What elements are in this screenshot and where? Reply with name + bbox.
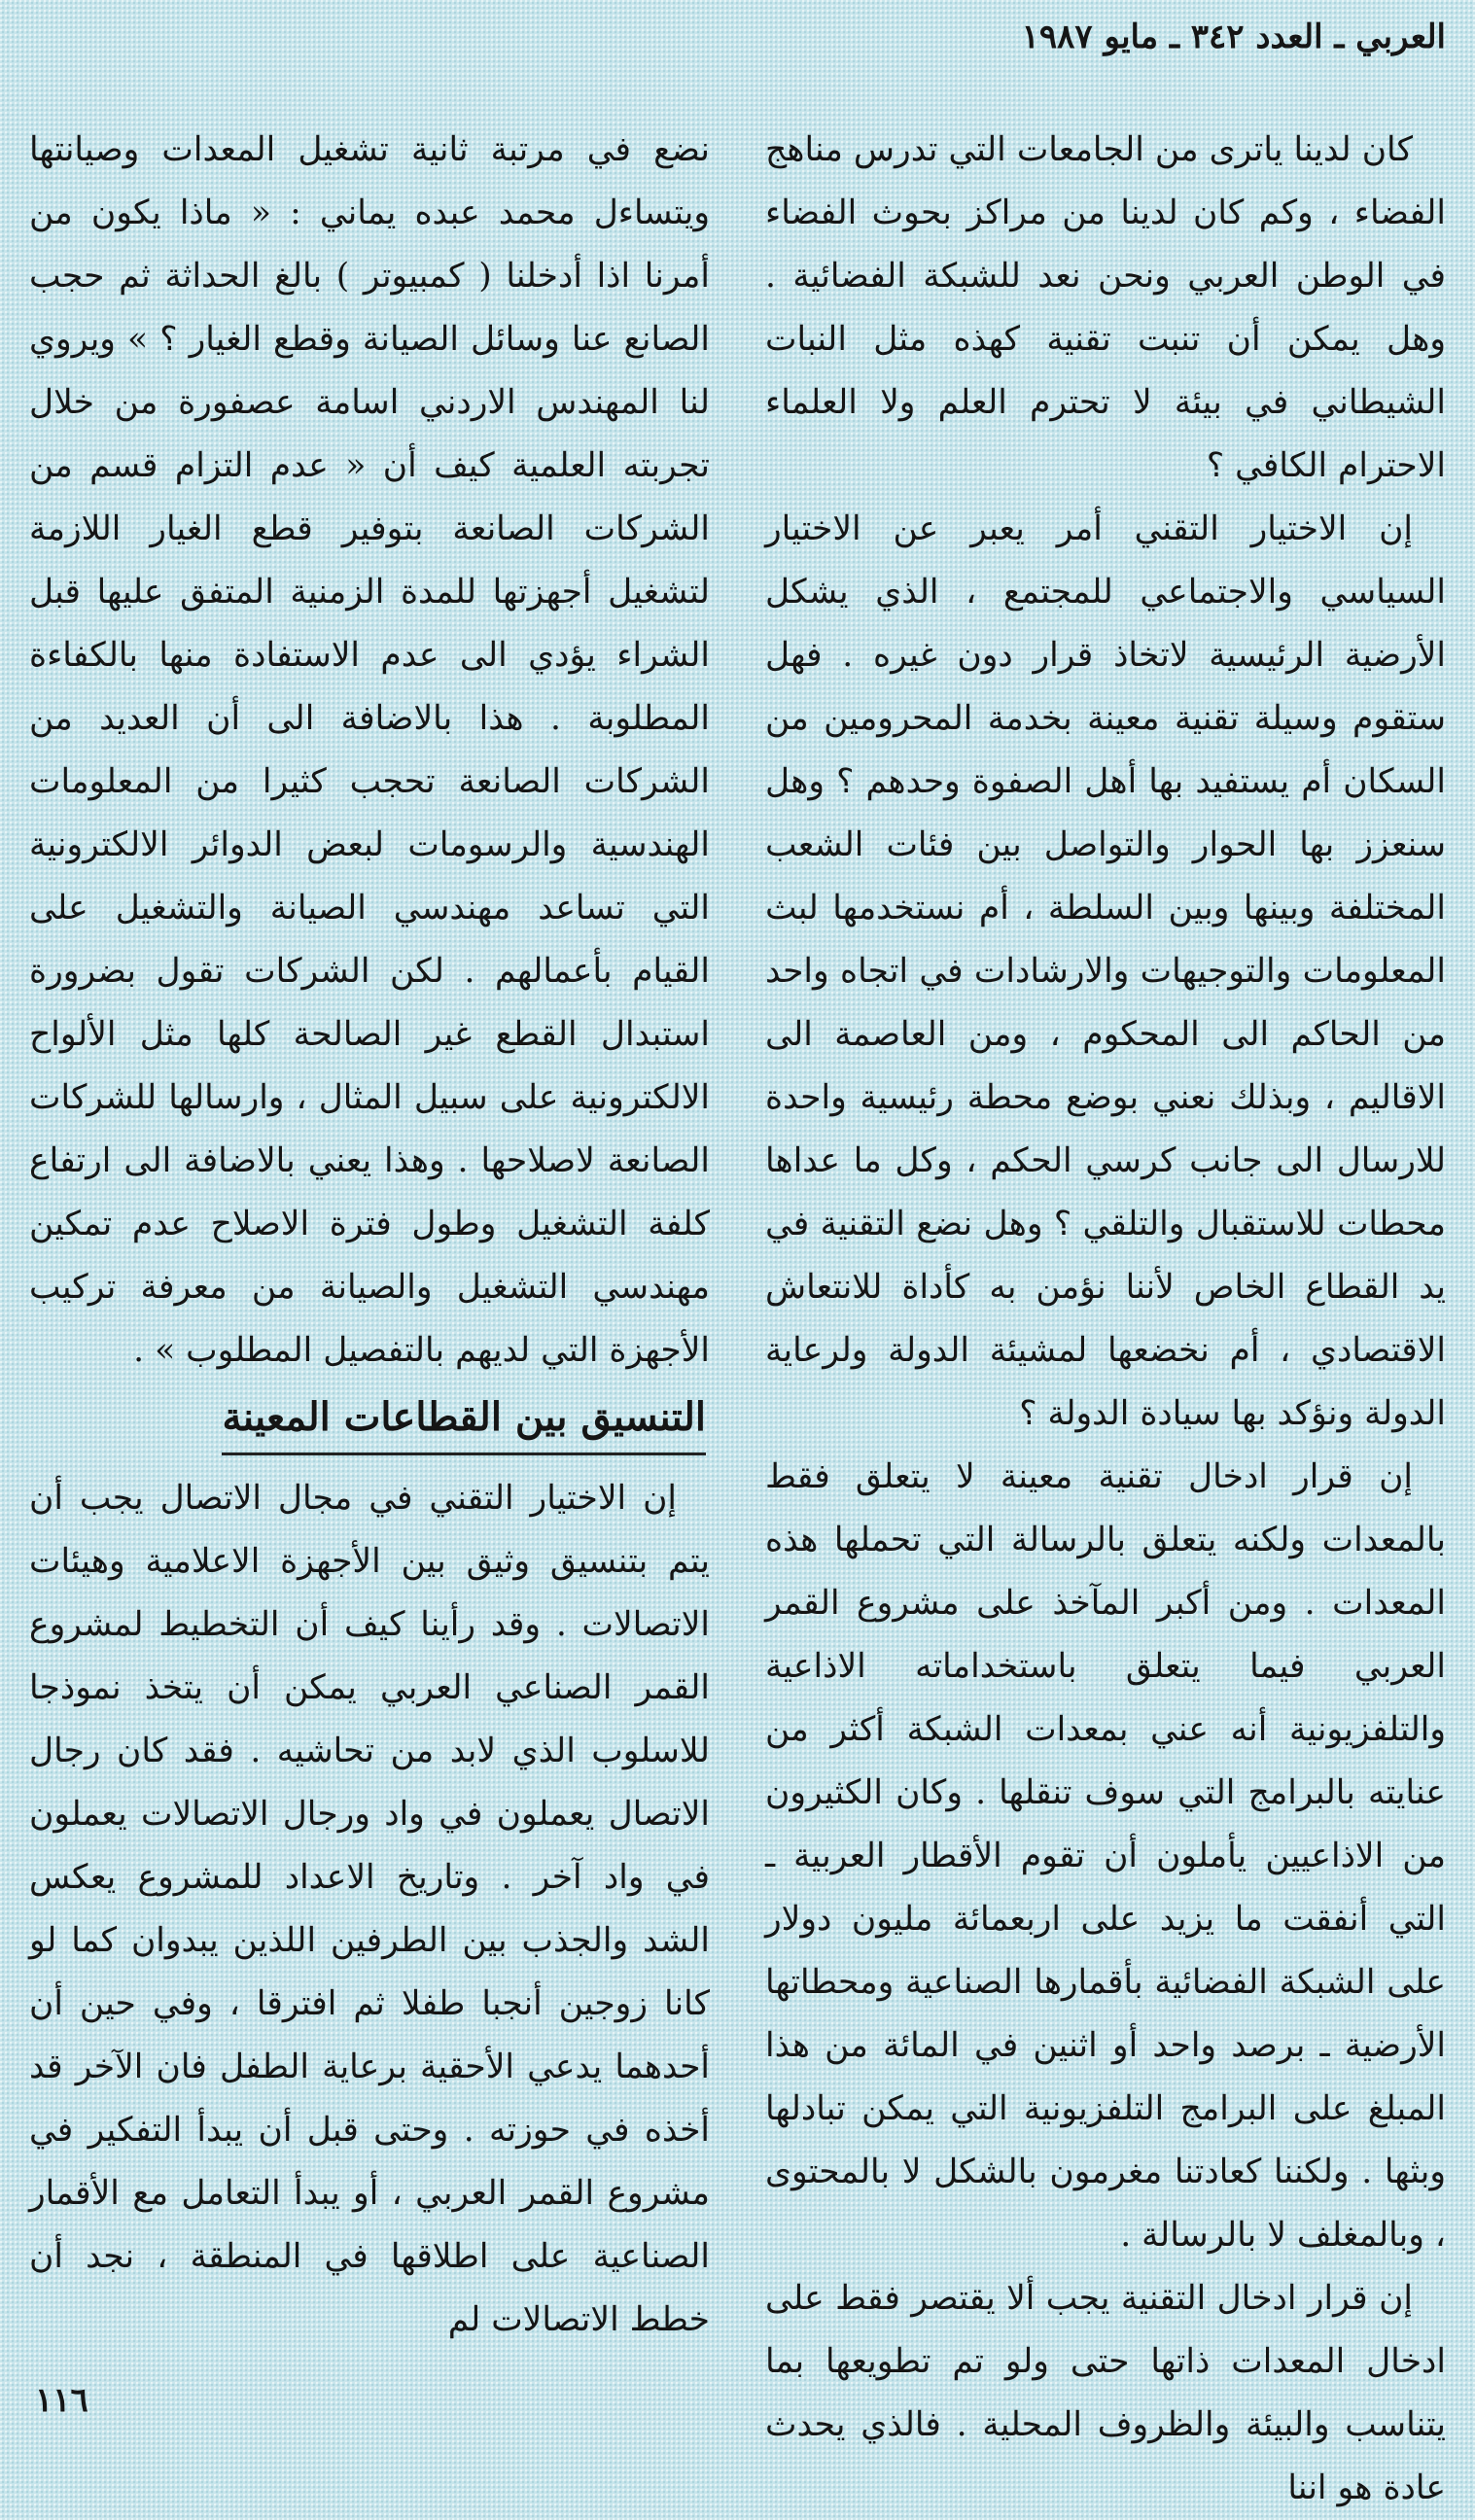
paragraph: إن قرار ادخال تقنية معينة لا يتعلق فقط بالمعدات ولكنه يتعلق بالرسالة التي تحملها هذه المعدات . ومن أكبر المآخذ على مشروع القمر العربي فيما يتعلق باستخداماته الاذاعية والتلفزيونية أنه عني بمعدات الشبكة أكثر من عنايته بالبرامج التي سوف تنقلها . وكان الكثيرون من الاذاعيين يأملون أن تقوم الأقطار العربية ـ التي أنفقت ما يزيد على اربعمائة مليون دولار على الشبكة الفضائية بأقمارها الصناعية ومحطاتها الأرضية ـ برصد واحد أو اثنين في المائة من هذا المبلغ على البرامج التلفزيونية التي يمكن تبادلها وبثها . ولكننا كعادتنا مغرمون بالشكل لا بالمحتوى ، وبالمغلف لا بالرسالة . (765, 1457, 1446, 2255)
paragraph: نضع في مرتبة ثانية تشغيل المعدات وصيانتها ويتساءل محمد عبده يماني : « ماذا يكون من أمرنا اذا أدخلنا ( كمبيوتر ) بالغ الحداثة ثم حجب الصانع عنا وسائل الصيانة وقطع الغيار ؟ » ويروي لنا المهندس الاردني اسامة عصفورة من خلال تجربته العلمية كيف أن « عدم التزام قسم من الشركات الصانعة بتوفير قطع الغيار اللازمة لتشغيل أجهزتها للمدة الزمنية المتفق عليها قبل الشراء يؤدي الى عدم الاستفادة منها بالكفاءة المطلوبة . هذا بالاضافة الى أن العديد من الشركات الصانعة تحجب كثيرا من المعلومات الهندسية والرسومات لبعض الدوائر الالكترونية التي تساعد مهندسي الصيانة والتشغيل على القيام بأعمالهم . لكن الشركات تقول بضرورة استبدال القطع غير الصالحة كلها مثل الألواح الالكترونية على سبيل المثال ، وارسالها للشركات الصانعة لاصلاحها . وهذا يعني بالاضافة الى ارتفاع كلفة التشغيل وطول فترة الاصلاح عدم تمكين مهندسي التشغيل والصيانة من معرفة تركيب الأجهزة التي لديهم بالتفصيل المطلوب » . (29, 130, 710, 1370)
section-heading: التنسيق بين القطاعات المعينة (222, 1386, 706, 1455)
right-column (765, 119, 1446, 2520)
page-number: ١١٦ (35, 2381, 88, 2420)
running-header: العربي ـ العدد ٣٤٢ ـ مايو ١٩٨٧ (1021, 18, 1446, 56)
section-heading-wrapper (29, 1386, 710, 1455)
paragraph: كان لدينا ياترى من الجامعات التي تدرس مناهج الفضاء ، وكم كان لدينا من مراكز بحوث الفضاء في الوطن العربي ونحن نعد للشبكة الفضائية . وهل يمكن أن تنبت تقنية كهذه مثل النبات الشيطاني في بيئة لا تحترم العلم ولا العلماء الاحترام الكافي ؟ (765, 130, 1446, 485)
paragraph: إن الاختيار التقني أمر يعبر عن الاختيار السياسي والاجتماعي للمجتمع ، الذي يشكل الأرضية الرئيسية لاتخاذ قرار دون غيره . فهل ستقوم وسيلة تقنية معينة بخدمة المحرومين من السكان أم يستفيد بها أهل الصفوة وحدهم ؟ وهل سنعزز بها الحوار والتواصل بين فئات الشعب المختلفة وبينها وبين السلطة ، أم نستخدمها لبث المعلومات والتوجيهات والارشادات في اتجاه واحد من الحاكم الى المحكوم ، ومن العاصمة الى الاقاليم ، وبذلك نعني بوضع محطة رئيسية واحدة للارسال الى جانب كرسي الحكم ، وكل ما عداها محطات للاستقبال والتلقي ؟ وهل نضع التقنية في يد القطاع الخاص لأننا نؤمن به كأداة للانتعاش الاقتصادي ، أم نخضعها لمشيئة الدولة ولرعاية الدولة ونؤكد بها سيادة الدولة ؟ (765, 509, 1446, 1433)
left-column (29, 119, 710, 2352)
paragraph: إن الاختيار التقني في مجال الاتصال يجب أن يتم بتنسيق وثيق بين الأجهزة الاعلامية وهيئات الاتصالات . وقد رأينا كيف أن التخطيط لمشروع القمر الصناعي العربي يمكن أن يتخذ نموذجا للاسلوب الذي لابد من تحاشيه . فقد كان رجال الاتصال يعملون في واد ورجال الاتصالات يعملون في واد آخر . وتاريخ الاعداد للمشروع يعكس الشد والجذب بين الطرفين اللذين يبدوان كما لو كانا زوجين أنجبا طفلا ثم افترقا ، وفي حين أن أحدهما يدعي الأحقية برعاية الطفل فان الآخر قد أخذه في حوزته . وحتى قبل أن يبدأ التفكير في مشروع القمر العربي ، أو يبدأ التعامل مع الأقمار الصناعية على اطلاقها في المنطقة ، نجد أن خطط الاتصالات لم (29, 1479, 710, 2339)
paragraph: إن قرار ادخال التقنية يجب ألا يقتصر فقط على ادخال المعدات ذاتها حتى ولو تم تطويعها بما يتناسب والبيئة والظروف المحلية . فالذي يحدث عادة هو اننا (765, 2279, 1446, 2507)
